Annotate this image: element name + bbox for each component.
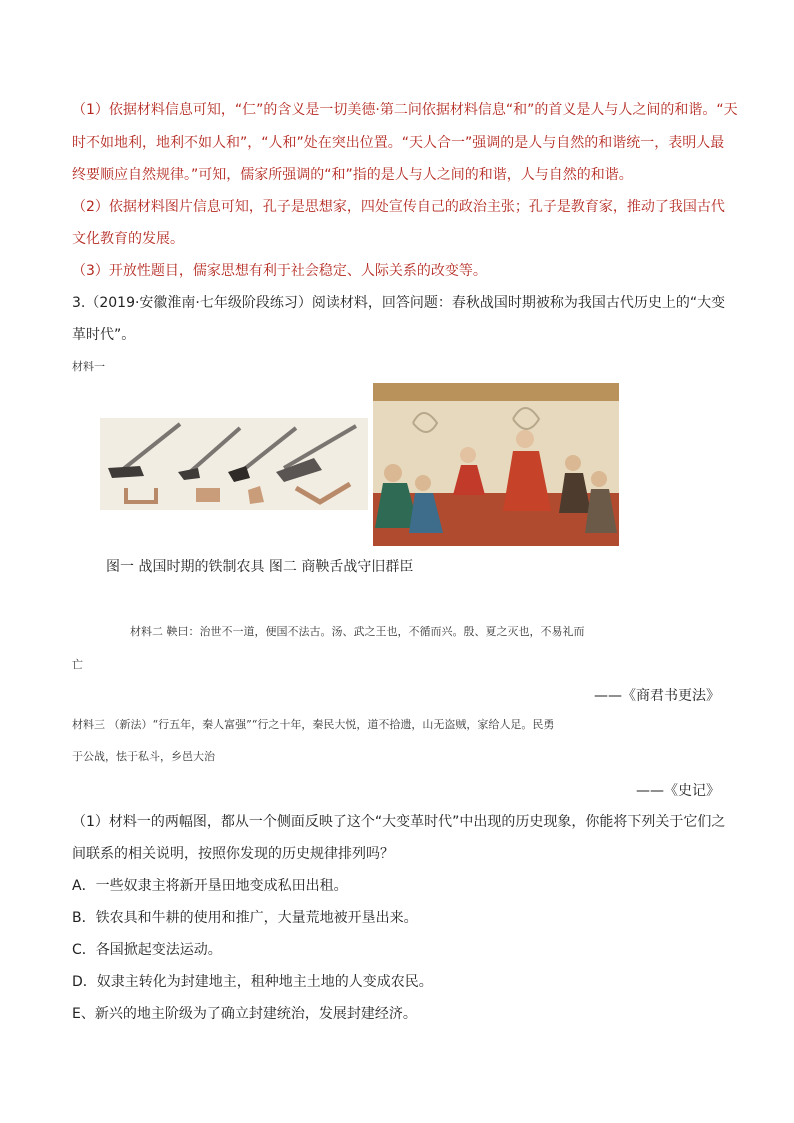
answer-2-line-1: （2）依据材料图片信息可知，孔子是思想家，四处宣传自己的政治主张；孔子是教育家，推动了我国古代 bbox=[72, 199, 725, 215]
option-b: B．铁农具和牛耕的使用和推广，大量荒地被开垦出来。 bbox=[72, 910, 418, 926]
answer-1-line-1: （1）依据材料信息可知，“仁”的含义是一切美德·第二问依据材料信息“和”的首义是人与人之间的和谐。“天 bbox=[72, 102, 738, 118]
shang-yang-debate-image bbox=[373, 383, 619, 546]
answer-3: （3）开放性题目，儒家思想有利于社会稳定、人际关系的改变等。 bbox=[72, 263, 487, 279]
answer-1-line-3: 终要顺应自然规律。”可知，儒家所强调的“和”指的是人与人之间的和谐，人与自然的和谐。 bbox=[72, 167, 633, 183]
option-d: D．奴隶主转化为封建地主，租种地主土地的人变成农民。 bbox=[72, 974, 433, 990]
material-3-line-2: 于公战，怯于私斗，乡邑大治 bbox=[72, 750, 215, 763]
option-a: A．一些奴隶主将新开垦田地变成私田出租。 bbox=[72, 878, 348, 894]
iron-tools-illustration bbox=[100, 418, 368, 510]
sub-question-1-line-1: （1）材料一的两幅图，都从一个侧面反映了这个“大变革时代”中出现的历史现象，你能将下列关于它们之 bbox=[72, 814, 726, 830]
material-3-source: ——《史记》 bbox=[636, 783, 720, 799]
material-1-caption: 图一 战国时期的铁制农具 图二 商鞅舌战守旧群臣 bbox=[106, 559, 414, 575]
material-2-line-2: 亡 bbox=[72, 658, 83, 671]
answer-1-line-2: 时不如地利，地利不如人和”，“人和”处在突出位置。“天人合一”强调的是人与自然的和谐统一，表明人最 bbox=[72, 135, 725, 151]
material-2-source: ——《商君书更法》 bbox=[594, 688, 720, 704]
option-e: E、新兴的地主阶级为了确立封建统治，发展封建经济。 bbox=[72, 1006, 417, 1022]
material-1-label: 材料一 bbox=[72, 360, 105, 373]
iron-tools-image bbox=[100, 418, 368, 510]
answer-2-line-2: 文化教育的发展。 bbox=[72, 231, 184, 247]
question-3-line-1: 3.（2019·安徽淮南·七年级阶段练习）阅读材料，回答问题：春秋战国时期被称为我国古代历史上的“大变 bbox=[72, 295, 726, 311]
sub-question-1-line-2: 间联系的相关说明，按照你发现的历史规律排列吗？ bbox=[72, 846, 394, 862]
material-3-line-1: 材料三 （新法）“行五年，秦人富强”“行之十年，秦民大悦，道不拾遗，山无盗贼，家给人足。民勇 bbox=[72, 718, 555, 731]
option-c: C．各国掀起变法运动。 bbox=[72, 942, 222, 958]
shang-yang-illustration bbox=[373, 383, 619, 546]
material-2-line-1: 材料二 鞅曰：治世不一道，便国不法古。汤、武之王也，不循而兴。殷、夏之灭也，不易礼而 bbox=[130, 625, 585, 638]
question-3-line-2: 革时代”。 bbox=[72, 327, 136, 343]
